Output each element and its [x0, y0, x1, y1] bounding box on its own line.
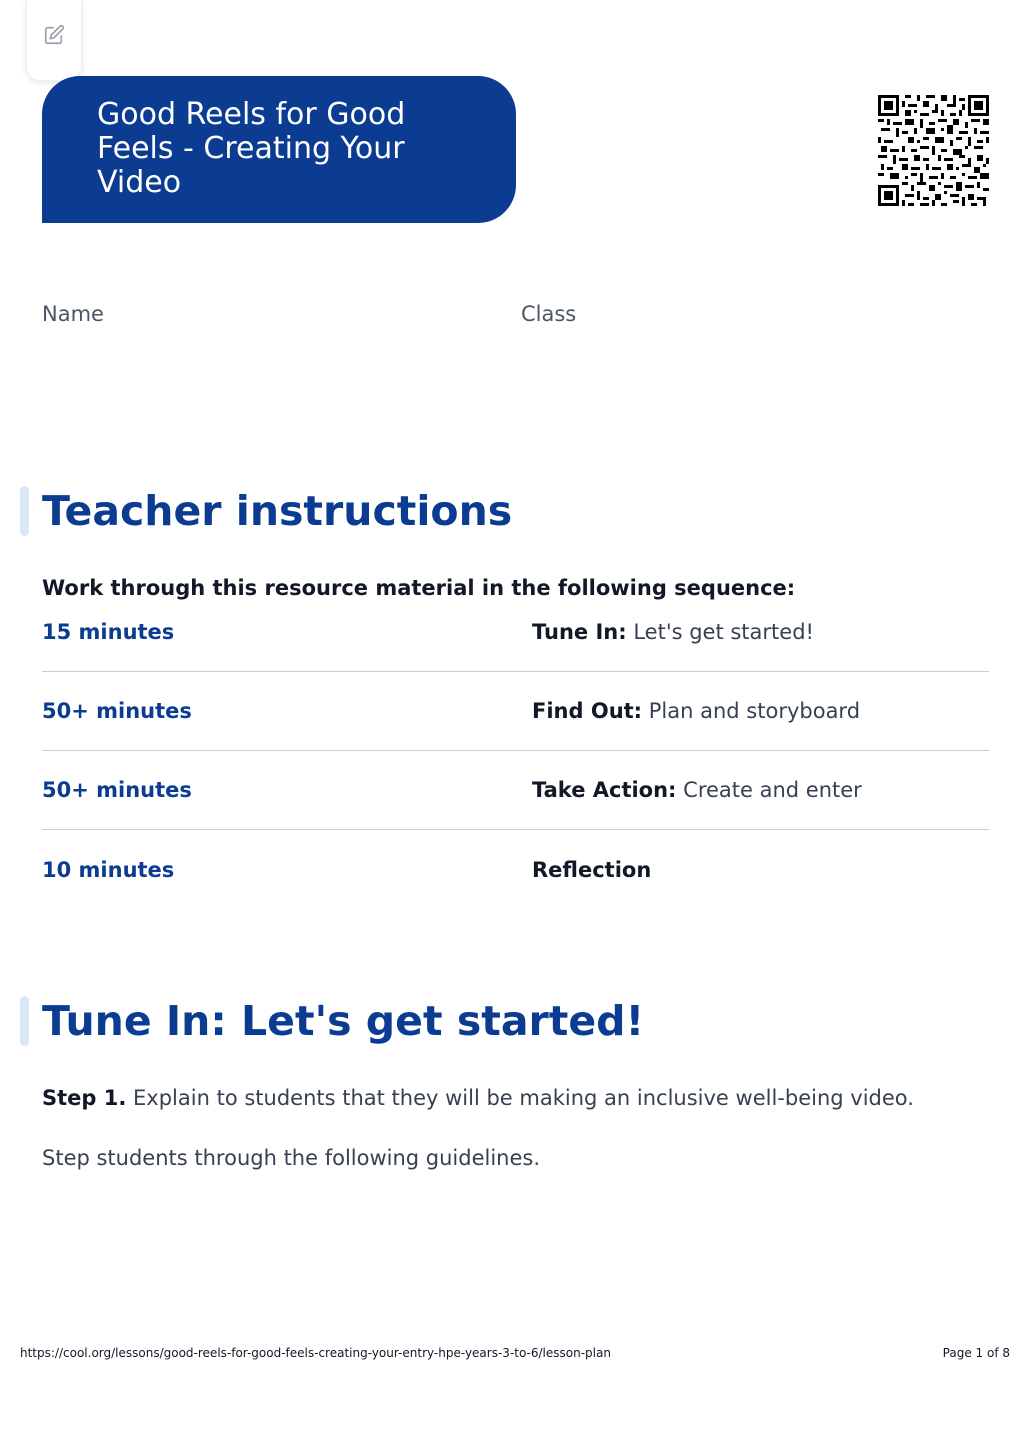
activity-text: Create and enter — [683, 778, 862, 802]
schedule-row — [42, 612, 989, 672]
guidelines-intro: Step students through the following guidelines. — [42, 1146, 541, 1170]
page-title: Good Reels for Good Feels - Creating Your Video — [97, 97, 406, 200]
tune-in-heading — [20, 996, 644, 1046]
heading-accent-bar — [20, 486, 29, 536]
teacher-instructions-heading — [20, 486, 512, 536]
activity-label: Tune In: — [532, 620, 627, 644]
step-label: Step 1. — [42, 1086, 127, 1110]
schedule-activity — [532, 778, 862, 802]
sequence-intro: Work through this resource material in the following sequence: — [42, 576, 796, 600]
schedule-activity — [532, 620, 814, 644]
section-title: Tune In: Let's get started! — [42, 997, 645, 1045]
schedule-duration: 50+ minutes — [42, 778, 192, 802]
footer-url: https://cool.org/lessons/good-reels-for-good-feels-creating-your-entry-hpe-years-3-to-6/lesson-plan — [20, 1346, 611, 1360]
activity-label: Reflection — [532, 857, 652, 882]
activity-text: Plan and storyboard — [648, 699, 861, 723]
activity-label: Take Action: — [532, 778, 677, 802]
title-banner — [42, 76, 516, 223]
schedule-row — [42, 830, 989, 909]
activity-label: Find Out: — [532, 699, 643, 723]
heading-accent-bar — [20, 996, 29, 1046]
schedule-duration: 50+ minutes — [42, 699, 192, 723]
page-number: Page 1 of 8 — [942, 1346, 1010, 1360]
schedule-row — [42, 751, 989, 830]
qr-code-icon — [878, 95, 989, 206]
schedule-activity — [532, 699, 860, 723]
class-field-label: Class — [521, 302, 577, 326]
schedule-activity — [532, 858, 651, 882]
pencil-square-icon — [43, 31, 65, 50]
name-field-label: Name — [42, 302, 104, 326]
schedule-duration: 10 minutes — [42, 857, 175, 882]
activity-text: Let's get started! — [633, 620, 814, 644]
schedule-table — [42, 612, 989, 909]
schedule-row — [42, 672, 989, 751]
edit-button[interactable] — [26, 0, 82, 81]
section-title: Teacher instructions — [42, 487, 513, 535]
step-1-paragraph — [42, 1086, 914, 1110]
step-text: Explain to students that they will be making an inclusive well-being video. — [133, 1086, 914, 1110]
schedule-duration: 15 minutes — [42, 620, 175, 644]
